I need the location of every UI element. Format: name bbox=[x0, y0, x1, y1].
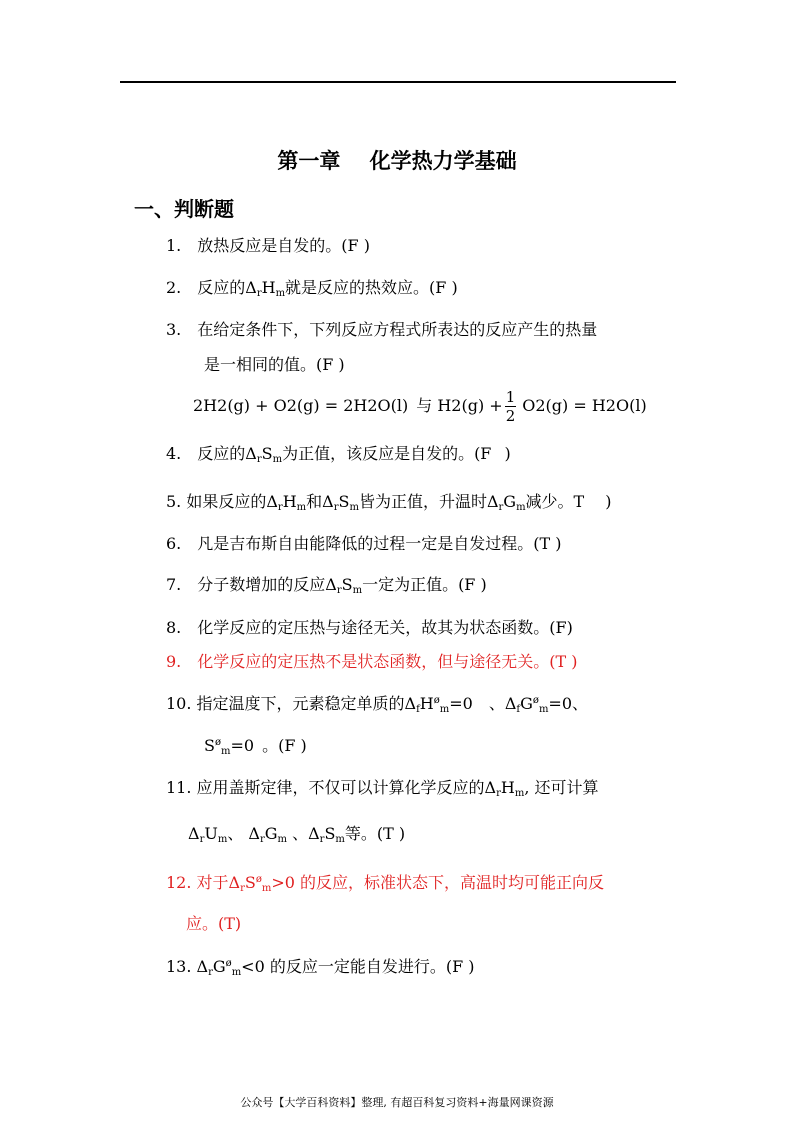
question-12-line-1: 12. 对于$\Delta_rS^ø_m>0$ 的反应，标准状态下，高温时均可能正向反 bbox=[166, 873, 605, 894]
question-11-line-1: 11. 应用盖斯定律，不仅可以计算化学反应的$\Delta_rH_m$, 还可计算 bbox=[166, 778, 599, 799]
question-13: 13. $\Delta_rG^ø_m<0$ 的反应一定能自发进行。(F ) bbox=[166, 957, 475, 978]
question-10-line-1: 10. 指定温度下，元素稳定单质的$\Delta_fH^ø_m=0$ 、$\Delta_fG^ø_m=0$、 bbox=[166, 694, 589, 715]
question-10-line-2: $S^ø_m=0$ 。(F ) bbox=[204, 736, 307, 757]
header-rule bbox=[120, 81, 676, 83]
question-11-line-2: $\Delta_rU_m$、 $\Delta_rG_m$ 、$\Delta_rS_m$等。(T ) bbox=[188, 824, 406, 845]
question-7: 7. 分子数增加的反应$\Delta_rS_m$一定为正值。(F ) bbox=[166, 575, 487, 596]
question-4: 4. 反应的$\Delta_rS_m$为正值，该反应是自发的。(F ) bbox=[166, 444, 511, 465]
footer-note: 公众号【大学百科资料】整理, 有超百科复习资料+海量网课资源 bbox=[240, 1096, 554, 1109]
one-half-fraction: $\frac{1}{2}$ bbox=[505, 388, 516, 425]
question-2: 2. 反应的$\Delta_rH_m$就是反应的热效应。(F ) bbox=[166, 278, 458, 299]
chapter-title: 第一章 化学热力学基础 bbox=[277, 149, 517, 173]
reaction-equations: 2H2(g) + O2(g) = 2H2O(l) 与 H2(g) + $\frac{1}{2}$ O2(g) = H2O(l) bbox=[193, 388, 647, 425]
question-6: 6. 凡是吉布斯自由能降低的过程一定是自发过程。(T ) bbox=[166, 534, 562, 553]
question-8: 8. 化学反应的定压热与途径无关，故其为状态函数。(F) bbox=[166, 618, 573, 637]
question-3-line-2: 是一相同的值。(F ) bbox=[204, 355, 345, 374]
question-5: 5. 如果反应的$\Delta_rH_m$和$\Delta_rS_m$皆为正值，升温时$\Delta_rG_m$减少。T ) bbox=[166, 492, 612, 513]
question-3-line-1: 3. 在给定条件下，下列反应方程式所表达的反应产生的热量 bbox=[166, 320, 598, 339]
question-12-line-2: 应。(T) bbox=[186, 914, 242, 933]
question-1: 1. 放热反应是自发的。(F ) bbox=[166, 236, 370, 255]
question-9: 9. 化学反应的定压热不是状态函数，但与途径无关。(T ) bbox=[166, 652, 578, 671]
section-heading: 一、判断题 bbox=[134, 197, 234, 221]
